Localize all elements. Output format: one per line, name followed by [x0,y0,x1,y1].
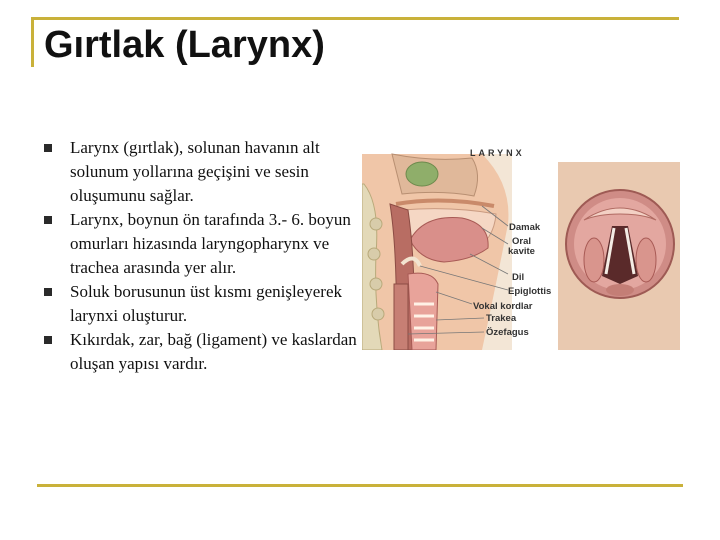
sinus-shape [406,162,438,186]
frame-rule-bottom [37,484,683,487]
label-ozefagus: Özefagus [486,327,529,338]
label-epiglottis: Epiglottis [508,286,552,297]
square-bullet-icon [44,336,52,344]
vertebra-shape [370,218,382,230]
square-bullet-icon [44,288,52,296]
inset-right-fold [636,238,656,282]
slide-title: Gırtlak (Larynx) [44,24,325,66]
frame-rule-top [31,17,679,20]
esophagus-shape [394,284,408,350]
square-bullet-icon [44,216,52,224]
bullet-text: Larynx (gırtlak), solunan havanın alt solunum yollarına geçişini ve sesin oluşumunu sağlar. [70,138,320,205]
larynx-anatomy-figure [362,144,680,350]
label-trakea: Trakea [486,313,517,324]
label-dil: Dil [512,272,525,283]
bullet-item [44,328,364,376]
inset-posterior-shape [606,284,634,296]
vertebra-shape [372,308,384,320]
bullet-item [44,280,364,328]
label-oral-kavite-line1: Oral [512,236,532,247]
label-vokal-kordlar: Vokal kordlar [473,301,533,312]
bullet-item [44,136,364,208]
square-bullet-icon [44,144,52,152]
bullet-item [44,208,364,280]
bullet-text: Larynx, boynun ön tarafında 3.- 6. boyun omurları hizasında laryngopharynx ve trachea arasında yer alır. [70,210,351,277]
larynx-shape [408,273,438,350]
label-oral-kavite-line2: kavite [508,246,535,257]
vertebra-shape [368,248,380,260]
vertebra-shape [370,278,382,290]
larynx-anatomy-illustration [362,144,680,350]
bullet-list [44,136,364,376]
label-damak: Damak [509,222,541,233]
inset-left-fold [584,238,604,282]
bullet-text: Soluk borusunun üst kısmı genişleyerek larynxi oluşturur. [70,282,342,325]
figure-heading: LARYNX [470,148,525,158]
bullet-text: Kıkırdak, zar, bağ (ligament) ve kaslardan oluşan yapısı vardır. [70,330,357,373]
frame-rule-left [31,17,34,67]
